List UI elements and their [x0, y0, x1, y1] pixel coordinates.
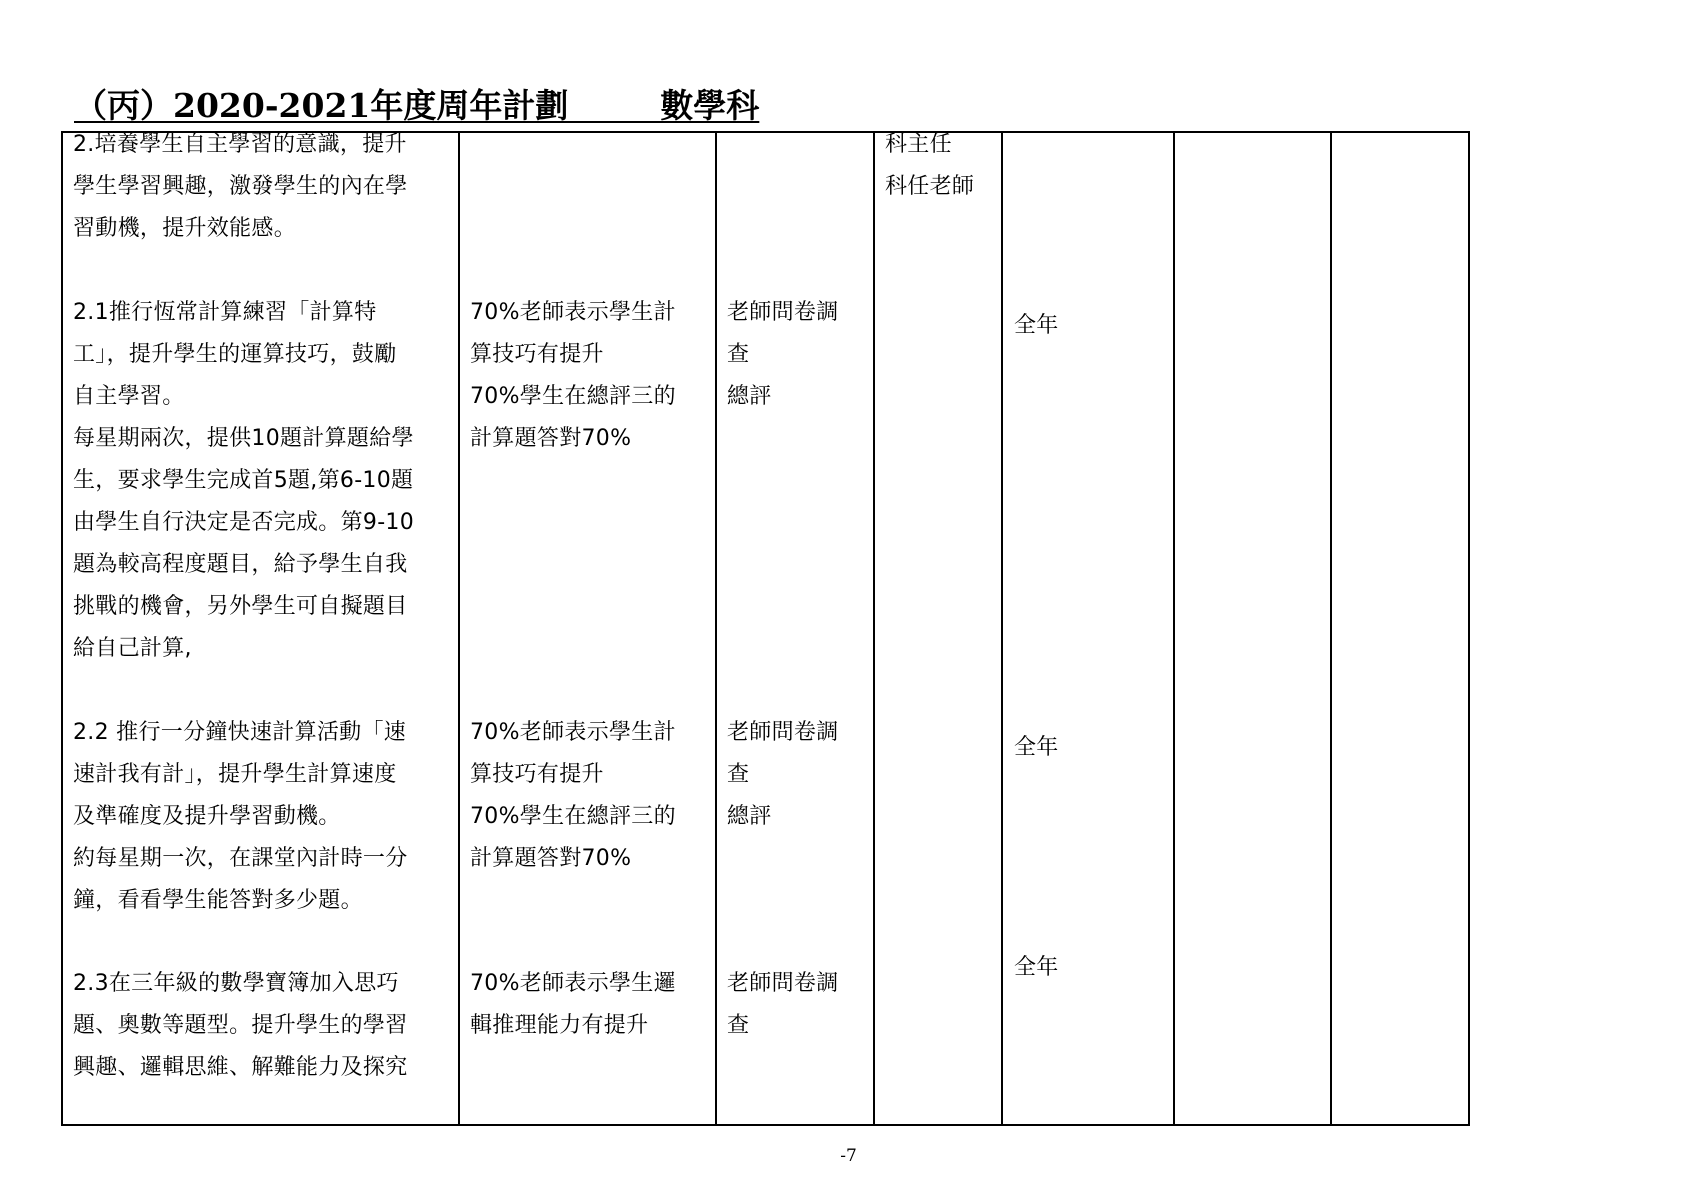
evaluation-method-item-1: 老師問卷調 查 總評: [727, 300, 839, 409]
evaluation-method-item-3: 老師問卷調 查: [727, 971, 839, 1038]
strategies-cell: [62, 132, 459, 1125]
evaluation-methods-cell: [716, 132, 874, 1125]
time-frame-item-1: 全年: [1014, 313, 1059, 338]
success-criteria-item-3: 70%老師表示學生邏 輯推理能力有提升: [470, 971, 676, 1038]
success-criteria-cell: [459, 132, 716, 1125]
success-criteria-item-1: 70%老師表示學生計 算技巧有提升 70%學生在總評三的 計算題答對70%: [470, 300, 676, 451]
page-number: -7: [840, 1146, 857, 1166]
strategy-item-2-1-text: 2.1推行恆常計算練習「計算特 工」，提升學生的運算技巧，鼓勵 自主學習。 每星期兩次，提供10題計算題給學 生，要求學生完成首5題,第6-10題 由學生自行決定是否完成。第9-10 題為較高程度題目，給予學生自我 挑戰的機會，另外學生可自擬題目 給自己計算,: [73, 300, 415, 661]
time-frame-cell: [1002, 132, 1174, 1125]
strategy-goal-text: 2.培養學生自主學習的意識，提升 學生學習興趣，激發學生的內在學 習動機，提升效能感。: [73, 132, 408, 241]
strategy-item-2-2-text: 2.2 推行一分鐘快速計算活動「速 速計我有計」，提升學生計算速度 及準確度及提升學習動機。 約每星期一次，在課堂內計時一分 鐘，看看學生能答對多少題。: [73, 720, 408, 913]
empty-cell: [1331, 132, 1469, 1125]
page-title: （丙）2020-2021年度周年計劃 數學科: [74, 86, 760, 125]
empty-cell: [1174, 132, 1331, 1125]
time-frame-item-3: 全年: [1014, 955, 1059, 980]
strategy-item-2-3-text: 2.3在三年級的數學寶簿加入思巧 題、奧數等題型。提升學生的學習 興趣、邏輯思維、解難能力及探究: [73, 971, 408, 1080]
success-criteria-item-2: 70%老師表示學生計 算技巧有提升 70%學生在總評三的 計算題答對70%: [470, 720, 676, 871]
evaluation-method-item-2: 老師問卷調 查 總評: [727, 720, 839, 829]
persons-in-charge-text: 科主任 科任老師: [885, 132, 975, 199]
table-row: [62, 132, 1469, 1125]
annual-plan-table: [61, 131, 1470, 1126]
persons-in-charge-cell: [874, 132, 1002, 1125]
time-frame-item-2: 全年: [1014, 735, 1059, 760]
